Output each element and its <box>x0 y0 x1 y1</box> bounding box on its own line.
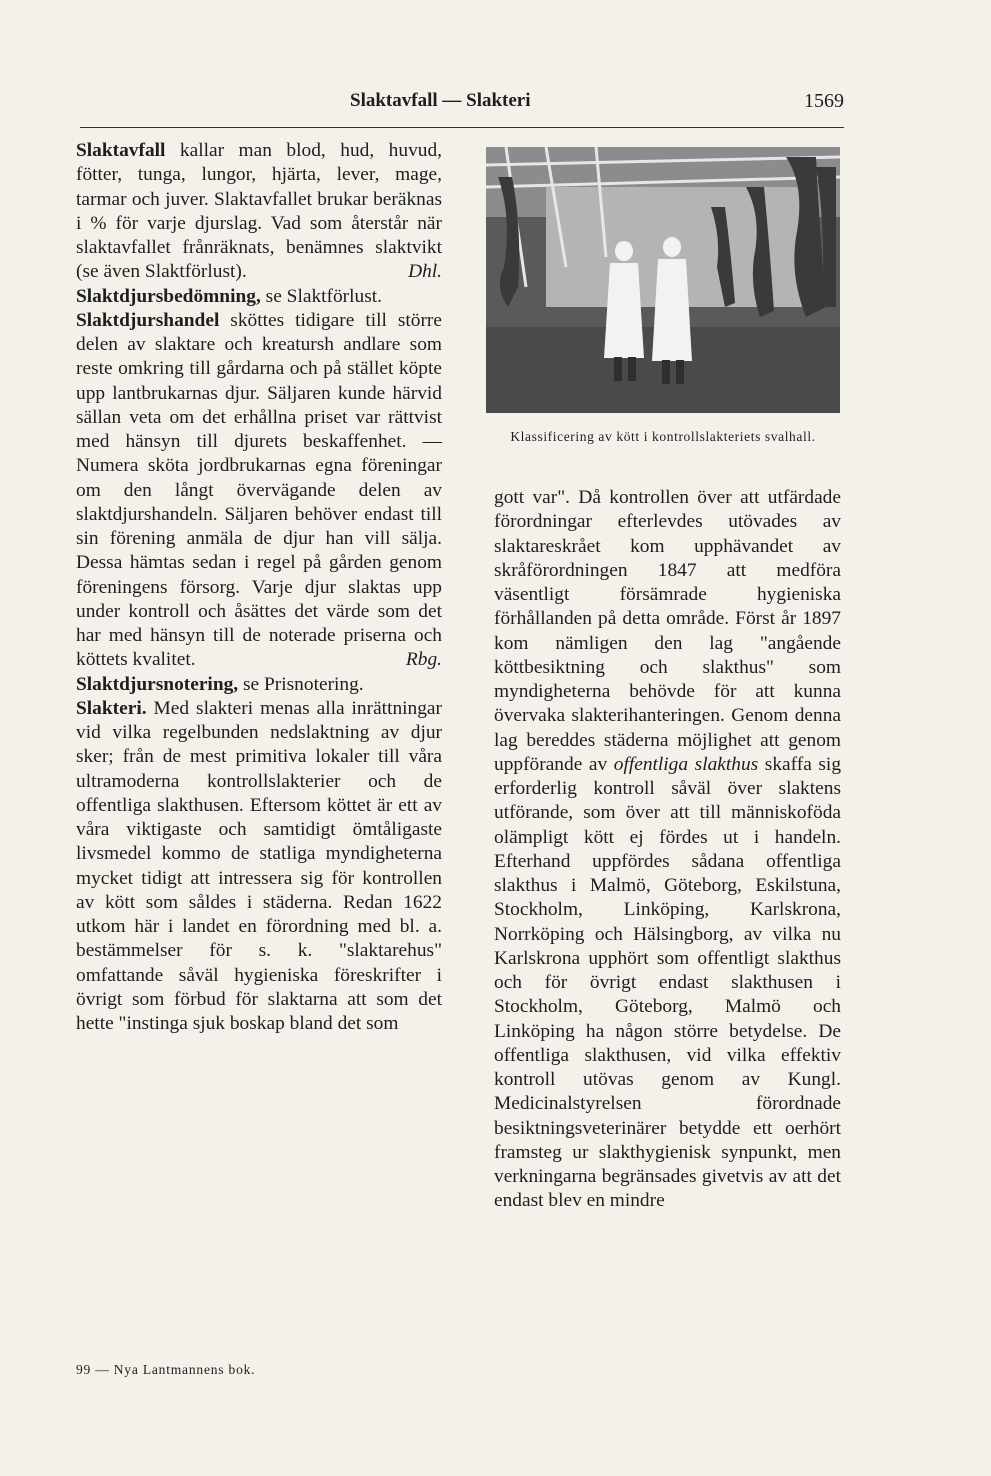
entry-text: kallar man blod, hud, huvud, fötter, tunga, lungor, hjärta, lever, mage, tarmar och juver. Slaktavfallet brukar beräknas i % för varje djurslag. Vad som återstår när slaktavfallet frånräknats, benämnes slaktvikt (se även Slaktförlust). <box>76 140 442 283</box>
running-title: Slaktavfall — Slakteri <box>350 90 531 111</box>
entry-slakteri <box>76 697 442 1037</box>
header-rule <box>80 127 844 128</box>
entry-text: sköttes tidigare till större delen av slaktare och kreatursh andlare som reste omkring till gårdarna och på stället köpte upp lantbrukarnas djur. Säljaren kunde härvid sällan veta om det erhållna priset var rättvist med hänsyn till djurets beskaffenhet. — Numera sköta jordbrukarnas egna föreningar om den långt övervägande delen av slaktdjurshandeln. Säljaren behöver endast till sin förening anmäla de djur han vill sälja. Dessa hämtas sedan i regel på gården genom föreningens försorg. Varje djur slaktas upp under kontroll och åsättes det värde som det har med hänsyn till de noterade priserna och köttets kvalitet. <box>76 309 442 671</box>
running-head <box>80 88 844 118</box>
entry-slakteri-continued <box>494 486 841 1214</box>
entry-headword: Slaktdjursnotering, <box>76 673 239 695</box>
figure <box>486 147 840 447</box>
entry-slaktavfall <box>76 139 442 285</box>
page-footer: 99 — Nya Lantmannens bok. <box>76 1362 256 1377</box>
entry-headword: Slaktdjurshandel <box>76 309 220 331</box>
author-signature: Dhl. <box>408 261 442 283</box>
entry-slaktdjurshandel <box>76 309 442 673</box>
entry-slaktdjursbedomning <box>76 285 442 309</box>
entry-headword: Slakteri. <box>76 697 147 719</box>
entry-slaktdjursnotering <box>76 673 442 697</box>
figure-caption: Klassificering av kött i kontrollslakteriets svalhall. <box>510 429 816 444</box>
paragraph-text: skaffa sig erforderlig kontroll såväl över slaktens utförande, som över att till människoföda olämpligt kött ej fördes ut i handeln. Efterhand uppfördes sådana offentliga slakthus i Malmö, Göteborg, Eskilstuna, Stockholm, Linköping, Karlskrona, Norrköping och Hälsingborg, av vilka nu Karlskrona upphört som offentligt slakthus och för övrigt endast slakthusen i Stockholm, Göteborg, Malmö och Linköping ha någon större betydelse. De offentliga slakthusen, vid vilka effektiv kontroll utövas genom av Kungl. Medicinalstyrelsen förordnade besiktningsveterinärer betydde ett oerhört framsteg ur slakthygienisk synpunkt, men verkningarna begränsades givetvis av att det endast blev en mindre <box>494 753 842 1212</box>
emphasized-term: offentliga slakthus <box>613 753 759 775</box>
left-column <box>76 139 442 1036</box>
entry-text: Med slakteri menas alla inrättningar vid vilka regelbunden nedslaktning av djur sker; från de mest primitiva lokaler till våra ultramoderna kontrollslakterier och de offentliga slakthusen. Eftersom köttet är ett av våra viktigaste och samtidigt ömtåligaste livsmedel kommo de statliga myndigheterna mycket tidigt att intressera sig för kontrollen av kött som såldes i städerna. Redan 1622 utkom här i landet en förordning med bl. a. bestämmelser för s. k. "slaktarehus" omfattande såväl hygieniska föreskrifter i övrigt som förbud för slaktarna att som det hette "instinga sjuk boskap bland det som <box>76 697 442 1034</box>
paragraph-text: gott var". Då kontrollen över att utfärdade förordningar efterlevdes utövades av slaktareskrået kom upphävandet av skråförordningen 1847 att medföra väsentligt försämrade hygieniska förhållanden på detta område. Först år 1897 kom nämligen den lag "angående köttbesiktning och slakthus" som myndigheterna behövde för att kunna övervaka slakterihanteringen. Genom denna lag bereddes städerna möjlighet att genom uppförande av <box>494 487 841 775</box>
author-signature: Rbg. <box>405 649 442 671</box>
entry-headword: Slaktavfall <box>76 140 166 161</box>
page-number: 1569 <box>804 90 844 112</box>
slaughterhouse-photo <box>486 147 840 413</box>
entry-text: se Prisnotering. <box>238 673 364 695</box>
entry-headword: Slaktdjursbedömning, <box>76 285 261 307</box>
right-column <box>494 486 841 1214</box>
entry-text: se Slaktförlust. <box>260 285 382 307</box>
